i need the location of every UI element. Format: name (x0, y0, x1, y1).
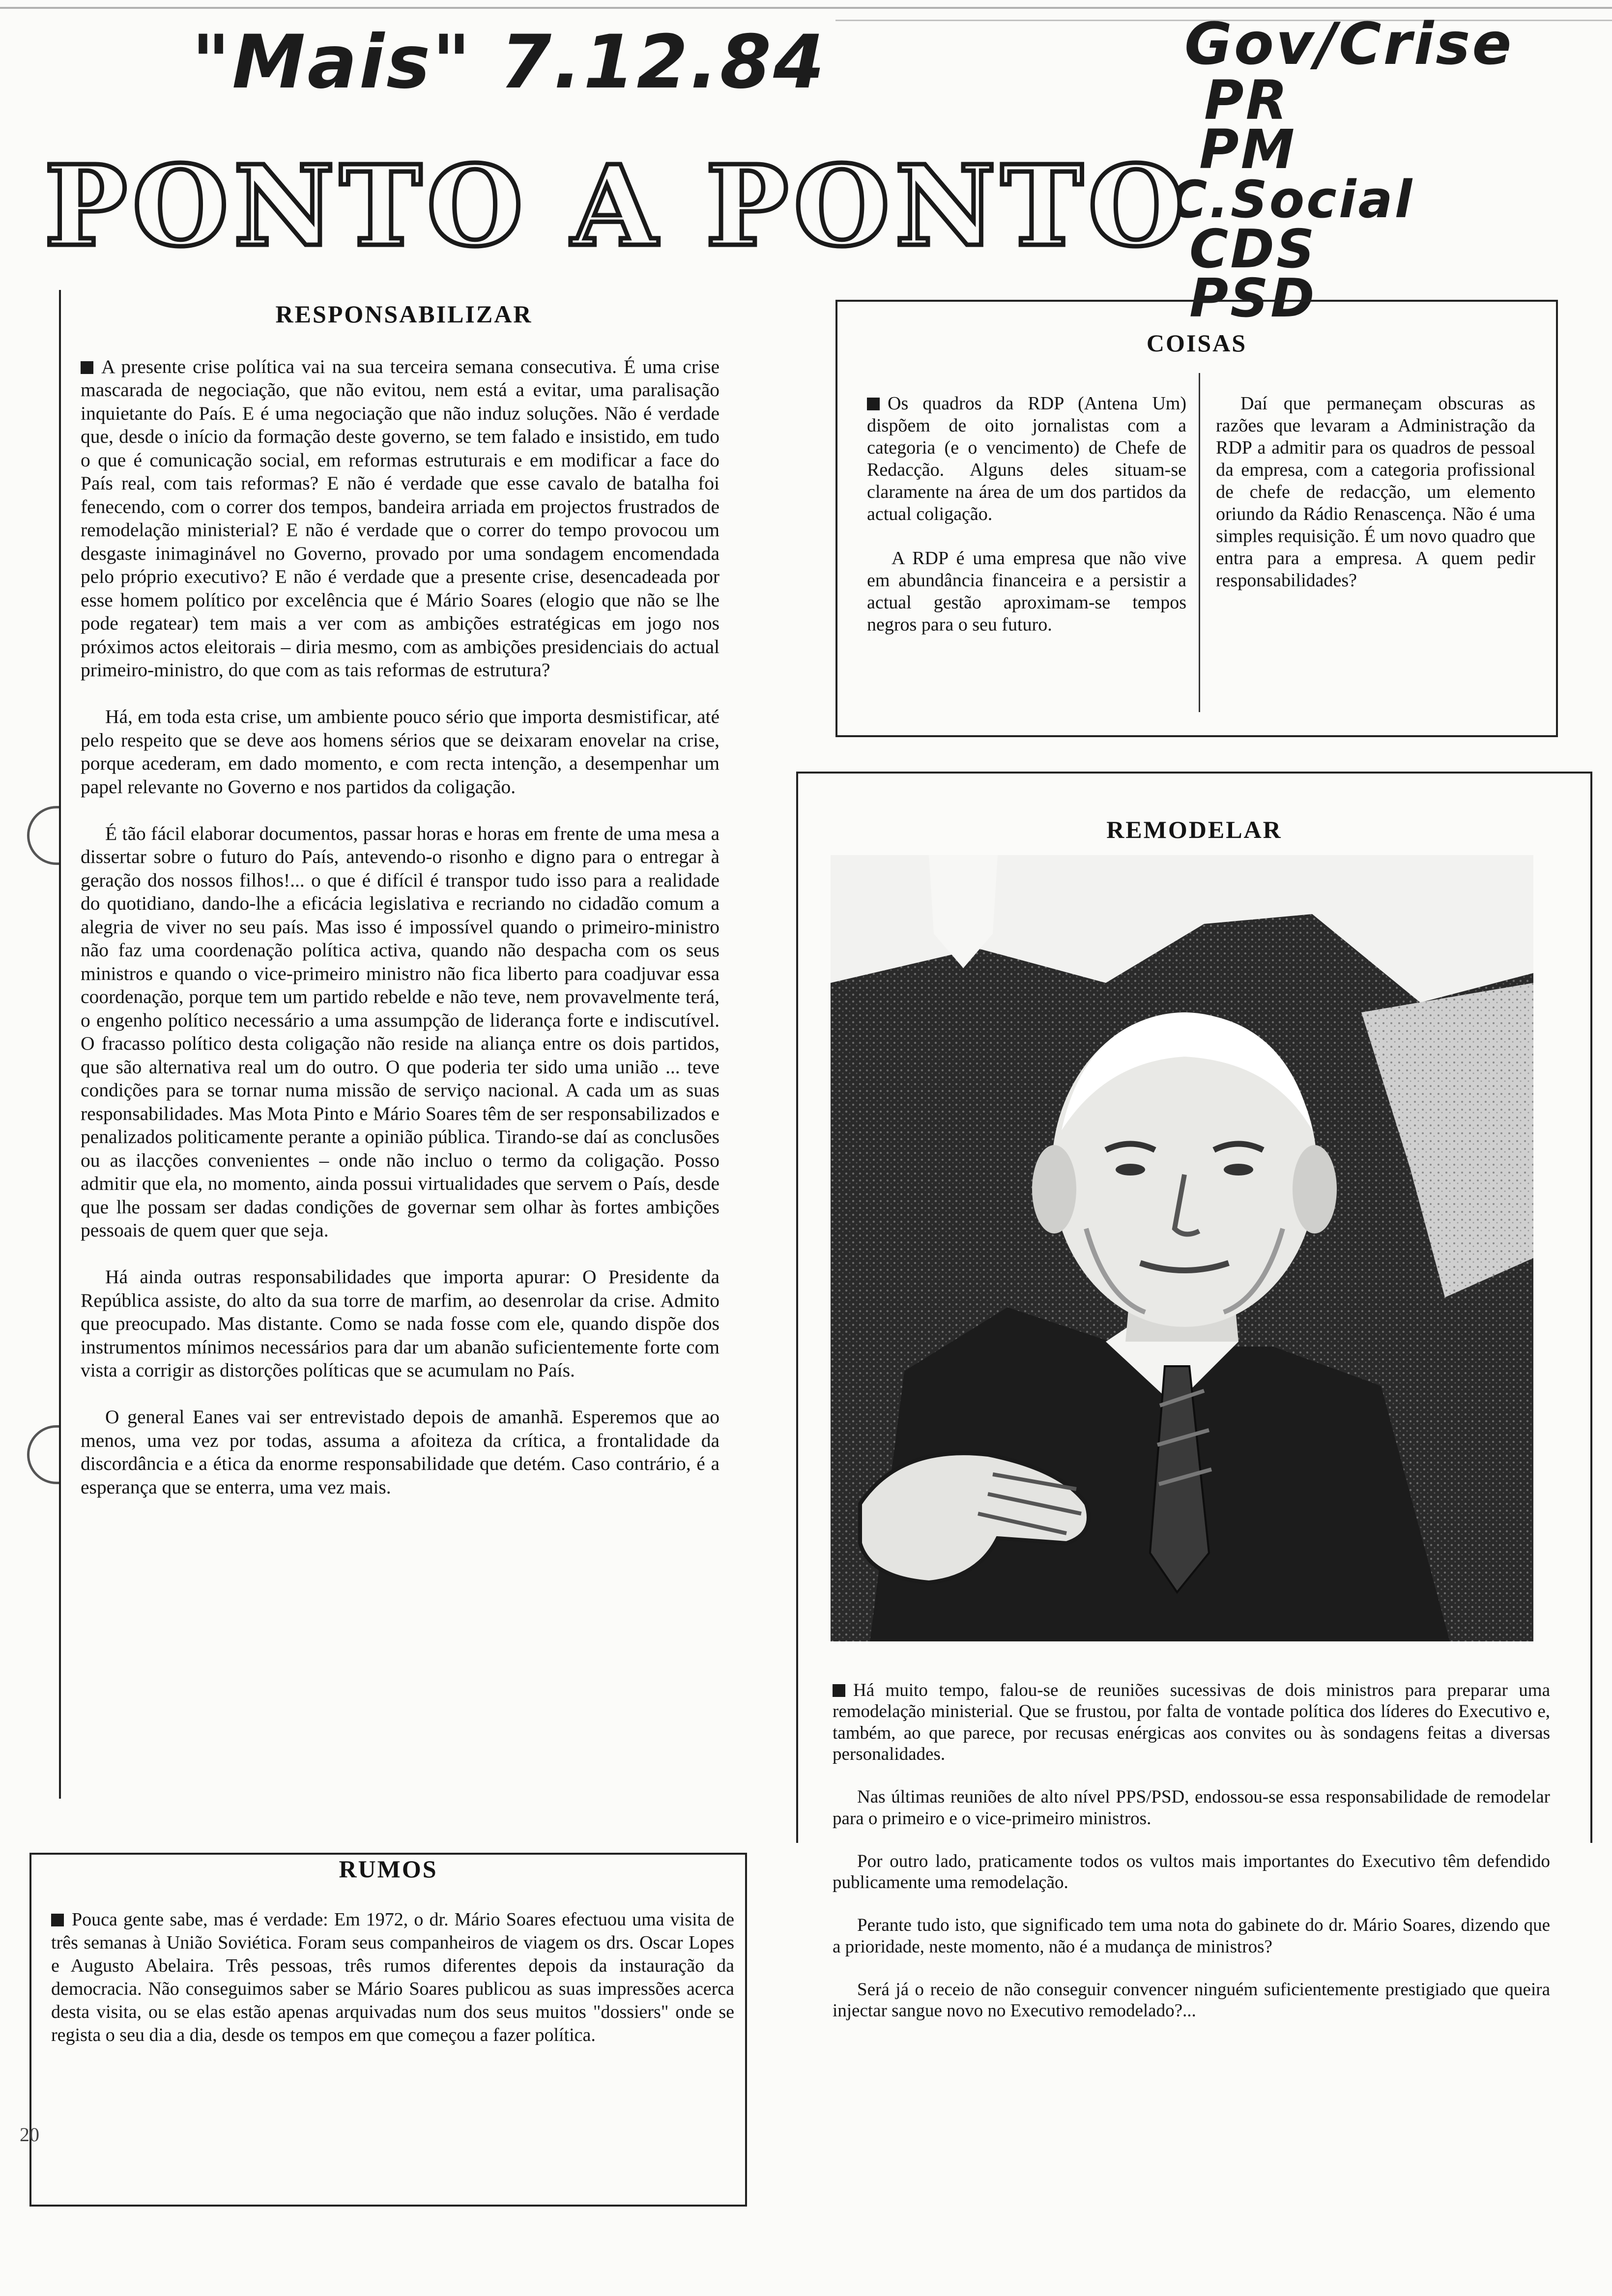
handwritten-tag: CDS (1189, 219, 1317, 280)
article-paragraph: Perante tudo isto, que significado tem uma nota do gabinete do dr. Mário Soares, dizendo que a prioridade, neste momento, não é a mudança de ministros? (833, 1915, 1550, 1957)
article-paragraph: Há ainda outras responsabilidades que importa apurar: O Presidente da República assiste, do alto da sua torre de marfim, ao desenrolar da crise. Admito que preocupado. Mas distante. Como se nada fosse com ele, quando dispõe dos instrumentos mínimos necessários para dar um abanão suficientemente forte com vista a corrigir as distorções políticas que se acumulam no País. (81, 1266, 720, 1381)
article-title: RESPONSABILIZAR (275, 300, 533, 328)
handwritten-tag: PM (1199, 118, 1297, 181)
article-paragraph: É tão fácil elaborar documentos, passar horas e horas em frente de uma mesa a dissertar sobre o futuro do País, antevendo-o risonho e digno para o entregar à geração dos nossos filhos!... o que é difícil é transpor tudo isso para a realidade do quotidiano, dando-lhe a eficácia legislativa e recriando no cidadão comum a alegria de viver no seu país. Mas isso é impossível quando o primeiro-ministro não faz uma coordenação política activa, quando não despacha com os seus ministros e quando o vice-primeiro ministro não fica liberto para coadjuvar essa coordenação, porque tem um partido rebelde e não teve, nem provavelmente terá, o engenho político necessário a uma assumpção de liderança forte e indiscutível. O fracasso político desta coligação não reside na aliança entre os dois partidos, que são alternativa real um do outro. O que poderia ter sido uma união ... teve condições para se tornar numa missão de serviço nacional. A cada um as suas responsabilidades. Mas Mota Pinto e Mário Soares têm de ser responsabilizados e penalizados politicamente perante a opinião pública. Tirando-se daí as conclusões ou as ilacções convenientes – onde não incluo o termo da coligação. Posso admitir que ela, no momento, ainda possui virtualidades que servem o País, desde que lhe possam ser dadas condições de governar sem olhar às fortes ambições pessoais de quem quer que seja. (81, 822, 720, 1241)
article-paragraph: Nas últimas reuniões de alto nível PPS/PSD, endossou-se essa responsabilidade de remodelar para o primeiro e o vice-primeiro ministros. (833, 1787, 1550, 1829)
handwritten-tag: PSD (1189, 268, 1317, 329)
article-paragraph (833, 1680, 1550, 1765)
article-title: RUMOS (339, 1855, 438, 1883)
paragraph-text: A presente crise política vai na sua terceira semana consecutiva. É uma crise mascarada de negociação, que não evitou, nem está a evitar, uma paralisação inquietante do País. E é uma negociação que não induz soluções. Não é verdade que, desde o início da formação deste governo, se tem falado e insistido, em tudo o que é comunicação social, em reformas estruturais e em modificar a face do País real, com tais reformas? E não é verdade que esse cavalo de batalha foi fenecendo, com o correr dos tempos, bandeira arriada em projectos frustrados de remodelação ministerial? E não é verdade que o correr do tempo provocou um desgaste inimaginável no Governo, provado por uma sondagem encomendada pelo próprio executivo? E não é verdade que a presente crise, desencadeada por esse homem político por excelência que é Mário Soares (elogio que não se lhe pode regatear) tem mais a ver com as ambições estratégicas em jogo nos próximos actos eleitorais – diria mesmo, com as ambições presidenciais do actual primeiro-ministro, do que com as tais reformas de estrutura? (81, 355, 720, 681)
article-paragraph: A RDP é uma empresa que não vive em abundância financeira e a persistir a actual gestão aproximam-se tempos negros para o seu futuro. (867, 548, 1186, 635)
article-rumos (29, 1853, 747, 2207)
article-body (81, 332, 720, 1786)
article-paragraph (867, 393, 1186, 525)
handwritten-tag: Gov/Crise (1184, 10, 1514, 78)
article-paragraph: Há, em toda esta crise, um ambiente pouco sério que importa desmistificar, até pelo respeito que se deve aos homens sérios que se deixaram enovelar na crise, porque acederam, em dado momento, e com recta intenção, a desempenhar um papel relevante no Governo e nos partidos da coligação. (81, 706, 720, 798)
bullet-icon (867, 398, 880, 410)
portrait-illustration (831, 855, 1533, 1641)
article-responsabilizar (59, 290, 747, 1799)
bullet-icon (81, 361, 93, 374)
article-title: REMODELAR (1106, 816, 1282, 843)
scan-artifact-line (0, 7, 1612, 9)
portrait-photo (831, 855, 1533, 1641)
bullet-icon (51, 1914, 64, 1926)
handwritten-tag: C.Social (1170, 170, 1414, 230)
paragraph-text: Os quadros da RDP (Antena Um) dispõem de oito jornalistas com a categoria (e o vencimento) de Chefe de Redacção. Alguns deles situam-se claramente na área de um dos partidos da actual coligação. (867, 393, 1186, 524)
article-body (51, 1885, 734, 2200)
article-paragraph (51, 1908, 734, 2047)
article-paragraph: Por outro lado, praticamente todos os vultos mais importantes do Executivo têm defendido publicamente uma remodelação. (833, 1851, 1550, 1893)
article-paragraph (81, 355, 720, 682)
article-body (833, 1658, 1550, 2021)
punch-hole-mark (27, 1425, 59, 1484)
punch-hole-mark (27, 806, 59, 865)
bullet-icon (833, 1684, 845, 1697)
page-margin-mark: 20 (20, 2124, 39, 2146)
handwritten-source-date: "Mais" 7.12.84 (192, 20, 827, 105)
article-paragraph: Será já o receio de não conseguir convencer ninguém suficientemente prestigiado que queira injectar sangue novo no Executivo remodelado?... (833, 1979, 1550, 2021)
article-paragraph: O general Eanes vai ser entrevistado depois de amanhã. Esperemos que ao menos, uma vez por todas, assuma a afoiteza da crítica, a frontalidade da discordância e a ética da enorme responsabilidade que detém. Caso contrário, é a esperança que se enterra, uma vez mais. (81, 1406, 720, 1498)
masthead-title: PONTO A PONTO (44, 142, 1189, 271)
article-column (867, 371, 1186, 724)
article-title: COISAS (1146, 329, 1247, 357)
paragraph-text: Há muito tempo, falou-se de reuniões sucessivas de dois ministros para preparar uma remodelação ministerial. Que se frustou, por falta de vontade política dos líderes do Executivo e, também, ao que parece, por recusas enérgicas aos convites ou às sondagens feitas a diversas personalidades. (833, 1680, 1550, 1764)
column-divider (1199, 373, 1200, 712)
article-coisas (835, 300, 1558, 737)
paragraph-text: Pouca gente sabe, mas é verdade: Em 1972, o dr. Mário Soares efectuou uma visita de três semanas à União Soviética. Foram seus companheiros de viagem os drs. Oscar Lopes e Augusto Abelaira. Três pessoas, três rumos diferentes depois da instauração da democracia. Não conseguimos saber se Mário Soares publicou as suas impressões acerca desta visita, ou se elas estão apenas arquivadas num dos seus muitos "dossiers" onde se regista o seu dia a dia, desde os tempos em que começou a fazer política. (51, 1909, 734, 2045)
article-column (1216, 371, 1535, 724)
article-paragraph: Daí que permaneçam obscuras as razões que levaram a Administração da RDP a admitir para os quadros de pessoal da empresa, com a categoria profissional de chefe de redacção, um elemento oriundo da Rádio Renascença. Não é uma simples requisição. É um novo quadro que entra para a empresa. A quem pedir responsabilidades? (1216, 393, 1535, 591)
handwritten-tag: PR (1204, 69, 1290, 132)
